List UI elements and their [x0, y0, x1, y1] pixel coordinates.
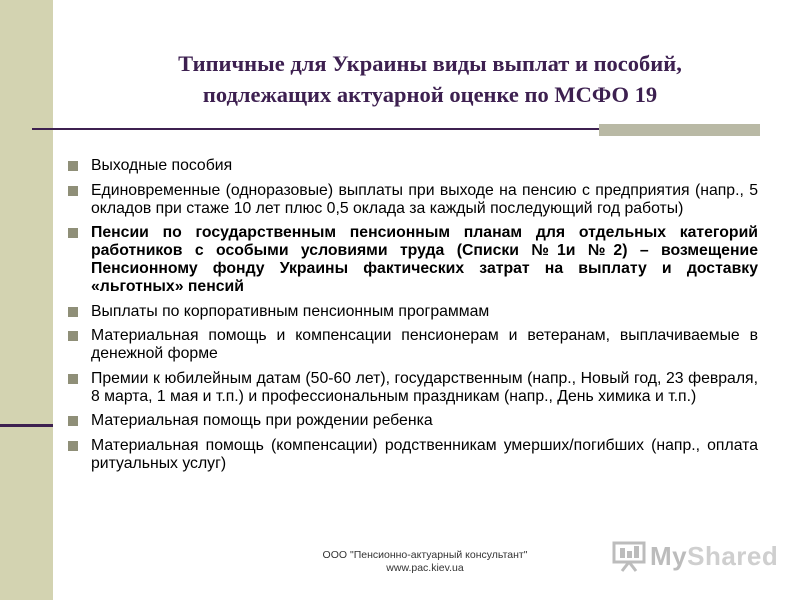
square-bullet-icon [68, 416, 78, 426]
title-line-1: Типичные для Украины виды выплат и пособий, [178, 51, 682, 76]
square-bullet-icon [68, 161, 78, 171]
bullet-text: Материальная помощь (компенсации) родственникам умерших/погибших (напр., оплата ритуальных услуг) [91, 436, 758, 472]
bullet-text: Пенсии по государственным пенсионным планам для отдельных категорий работников с особыми условиями труда (Списки №1и №2) – возмещение Пенсионному фонду Украины фактических затрат на выплату и доставку «льготных» пенсий [91, 224, 758, 295]
bullet-item [68, 157, 758, 175]
bullet-item [68, 437, 758, 473]
bullet-item [68, 327, 758, 363]
bullet-text: Единовременные (одноразовые) выплаты при выходе на пенсию с предприятия (напр., 5 окладов при стаже 10 лет плюс 0,5 оклада за каждый последующий год работы) [91, 181, 758, 217]
square-bullet-icon [68, 441, 78, 451]
slide-title [70, 48, 790, 110]
footer-company: ООО "Пенсионно-актуарный консультант" [322, 549, 528, 561]
title-underline-block [599, 124, 760, 136]
square-bullet-icon [68, 331, 78, 341]
title-line-2: подлежащих актуарной оценке по МСФО 19 [202, 82, 658, 107]
bullet-text: Материальная помощь и компенсации пенсионерам и ветеранам, выплачиваемые в денежной форме [91, 327, 758, 362]
sidebar-accent-line [0, 424, 53, 427]
presentation-board-icon [612, 540, 646, 572]
square-bullet-icon [68, 186, 78, 196]
sidebar-decoration [0, 0, 53, 600]
footer-url: www.pac.kiev.ua [386, 562, 464, 574]
watermark-text: MyShared [650, 540, 779, 571]
myshared-watermark [612, 537, 778, 575]
square-bullet-icon [68, 228, 78, 238]
square-bullet-icon [68, 374, 78, 384]
bullet-list [68, 157, 758, 479]
bullet-item [68, 370, 758, 406]
bullet-item [68, 182, 758, 218]
footer [290, 549, 560, 575]
square-bullet-icon [68, 307, 78, 317]
bullet-item [68, 224, 758, 296]
bullet-item [68, 303, 758, 321]
bullet-text: Выплаты по корпоративным пенсионным программам [91, 302, 490, 320]
bullet-item [68, 412, 758, 430]
bullet-text: Выходные пособия [91, 157, 233, 174]
bullet-text: Премии к юбилейным датам (50-60 лет), государственным (напр., Новый год, 23 февраля, 8 марта, 1 мая и т.п.) и профессиональным праздникам (напр., День химика и т.п.) [91, 369, 758, 405]
bullet-text: Материальная помощь при рождении ребенка [91, 412, 433, 429]
